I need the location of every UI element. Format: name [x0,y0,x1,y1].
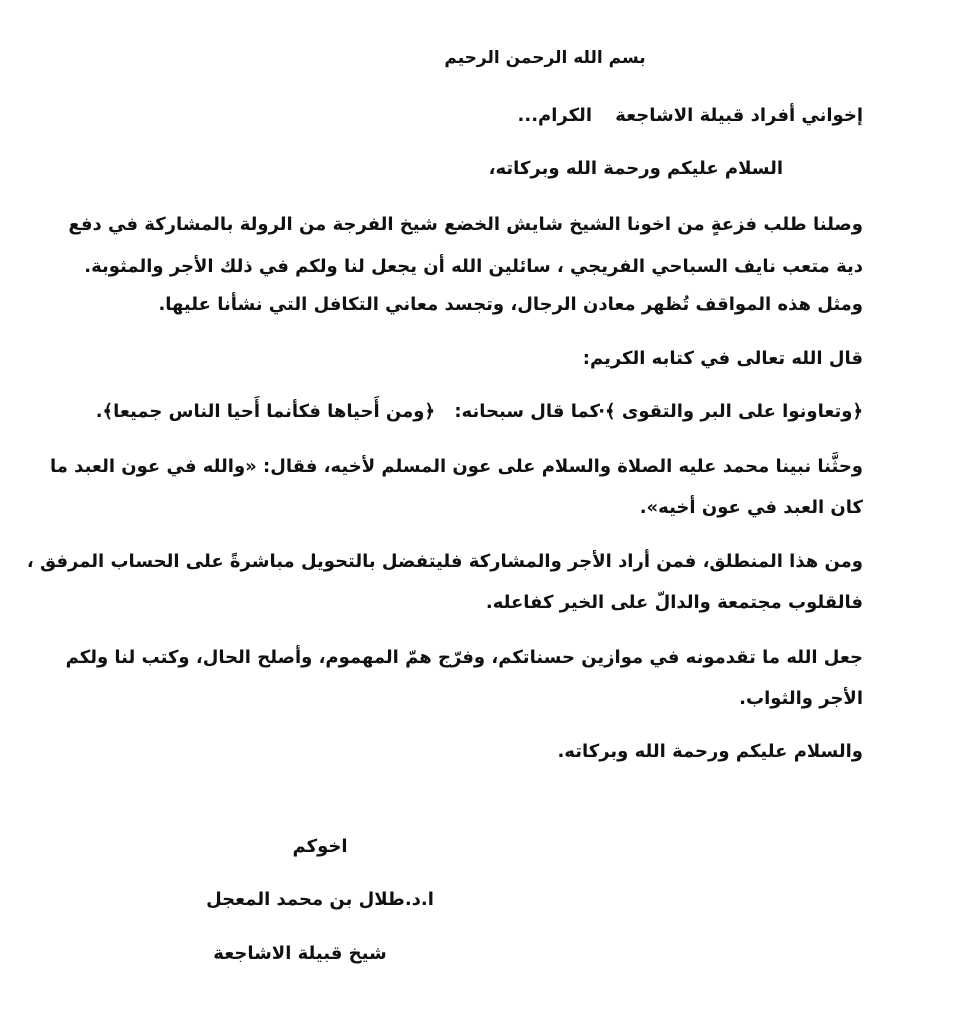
body-line-3: ومثل هذه المواقف تُظهر معادن الرجال، وتجسد معاني التكافل التي نشأنا عليها. [158,294,863,315]
body-line-2: دية متعب نايف السباحي الفريجي ، سائلين الله أن يجعل لنا ولكم في ذلك الأجر والمثوبة. [84,256,863,277]
signature-title: شيخ قبيلة الاشاجعة [213,943,387,964]
prayer-line-1: جعل الله ما تقدمونه في موازين حسناتكم، وفرّج همّ المهموم، وأصلح الحال، وكتب لنا ولكم [65,647,863,668]
quran-intro: قال الله تعالى في كتابه الكريم: [582,348,863,369]
closing-salutation: والسلام عليكم ورحمة الله وبركاته. [557,741,863,762]
call-line-2: فالقلوب مجتمعة والدالّ على الخير كفاعله. [485,592,863,613]
basmala: بسم الله الرحمن الرحيم [444,48,646,68]
verse-1: ﴿وتعاونوا على البر والتقوى ﴾· [598,401,863,422]
addressee-honorific: الكرام... [517,105,592,126]
hadith-line-1: وحثَّنا نبينا محمد عليه الصلاة والسلام على عون المسلم لأخيه، فقال: «والله في عون العبد ما [50,456,863,477]
signature-name: ا.د.طلال بن محمد المعجل [206,889,434,910]
call-line-1: ومن هذا المنطلق، فمن أراد الأجر والمشاركة فليتفضل بالتحويل مباشرةً على الحساب المرفق ، [26,551,863,572]
addressee: إخواني أفراد قبيلة الاشاجعة [615,105,863,126]
prayer-line-2: الأجر والثواب. [739,688,863,709]
body-line-1: وصلنا طلب فزعةٍ من اخونا الشيخ شايش الخضع شيخ الفرجة من الرولة بالمشاركة في دفع [68,214,863,235]
hadith-line-2: كان العبد في عون أخيه». [639,497,863,518]
verse-2-intro: كما قال سبحانه: [454,401,600,422]
greeting: السلام عليكم ورحمة الله وبركاته، [488,158,783,179]
verse-2: ﴿ومن أَحياها فكأنما أَحيا الناس جميعا﴾. [95,401,435,422]
signature-closing: اخوكم [292,836,348,857]
